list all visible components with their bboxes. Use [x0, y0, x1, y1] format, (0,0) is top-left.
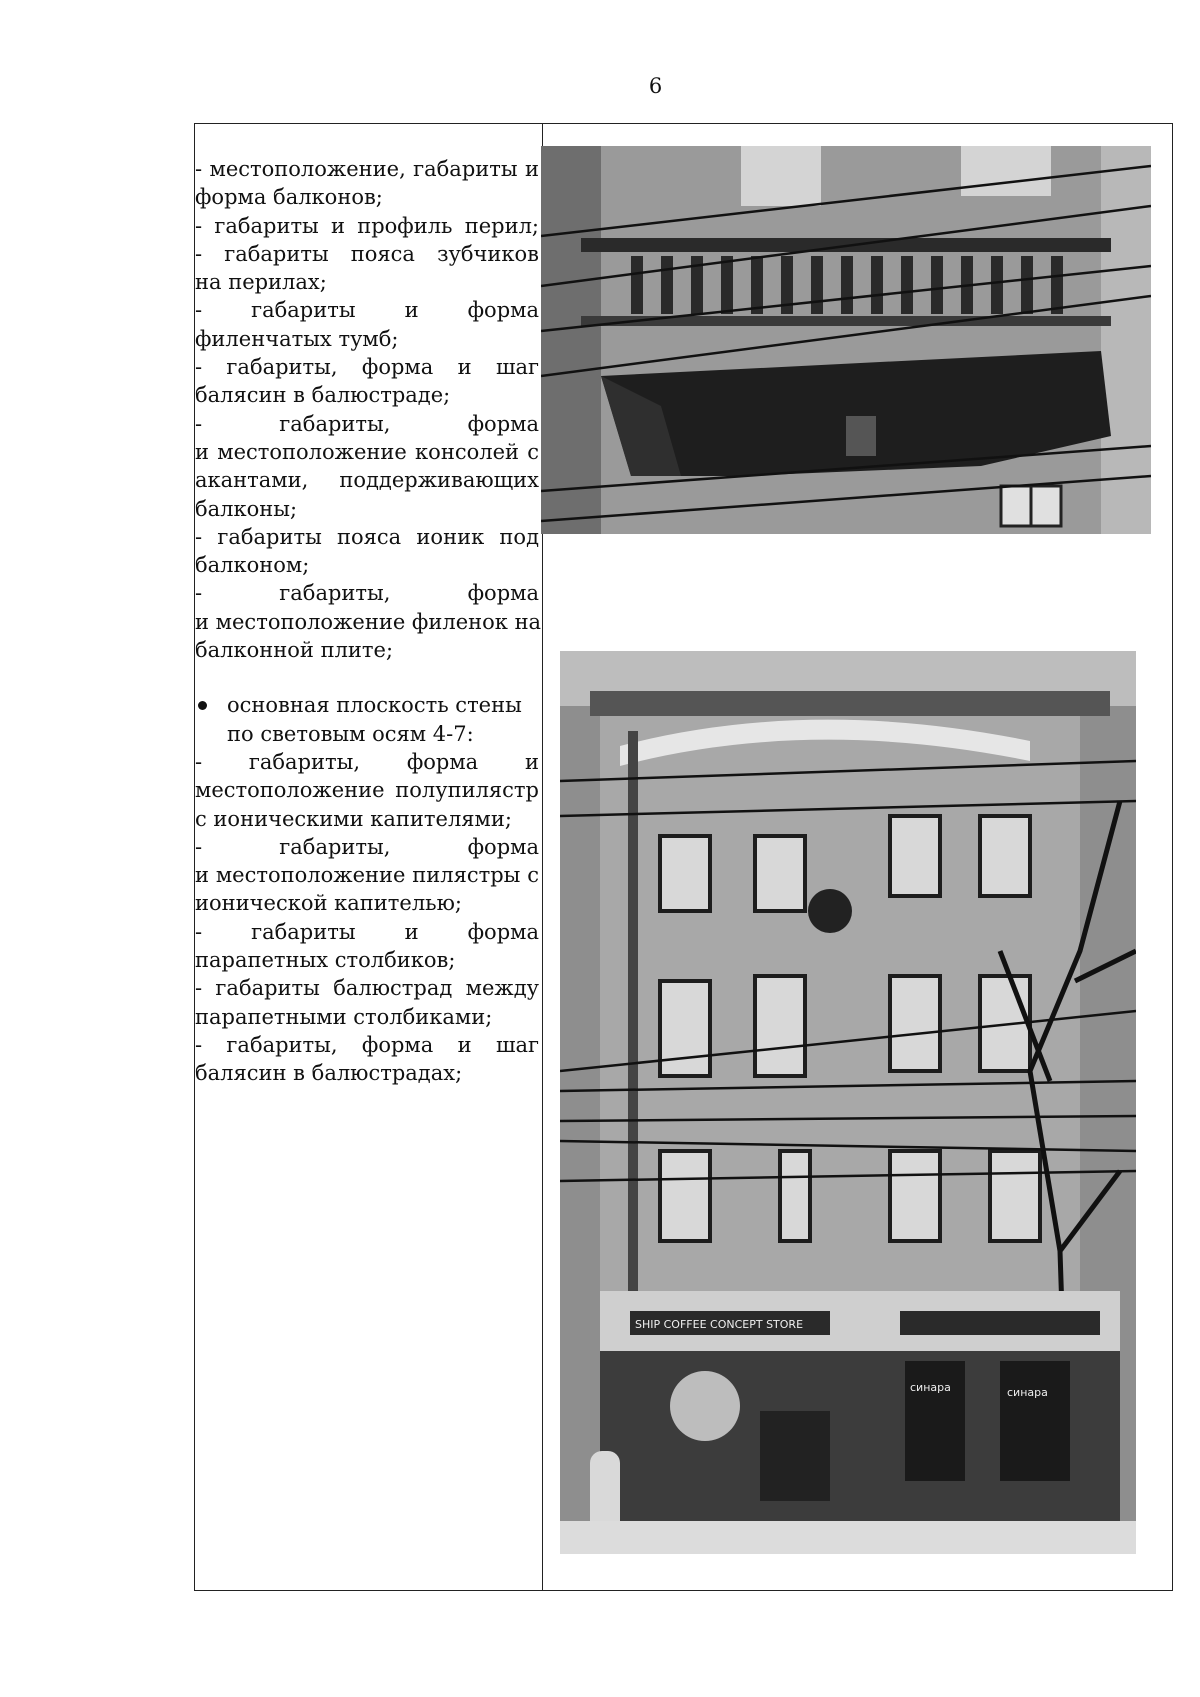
text-line: - габариты и форма — [195, 298, 539, 323]
text-block-balcony — [195, 155, 542, 664]
balcony-photo — [541, 146, 1151, 534]
text-line: на перилах; — [195, 270, 327, 295]
text-line: с ионическими капителями; — [195, 806, 512, 831]
text-line: и местоположение филенок на — [195, 609, 542, 634]
text-line: - габариты, форма и — [195, 749, 539, 774]
bullet-text: основная плоскость стены — [227, 693, 522, 718]
text-line: акантами, поддерживающих — [195, 468, 539, 493]
text-line: балконом; — [195, 553, 310, 578]
text-line: - габариты, форма — [195, 411, 539, 436]
text-line: балконной плите; — [195, 638, 394, 663]
text-line: балясин в балюстрадах; — [195, 1061, 463, 1086]
text-column — [195, 124, 542, 1590]
text-line: парапетными столбиками; — [195, 1004, 493, 1029]
text-line: - местоположение, габариты и — [195, 157, 539, 181]
text-line: форма балконов; — [195, 185, 383, 210]
text-line: ионической капителью; — [195, 891, 462, 916]
facade-photo — [560, 651, 1136, 1554]
text-line: балясин в балюстраде; — [195, 383, 451, 408]
text-line: - габариты и форма — [195, 919, 539, 944]
bullet-wall-plane — [195, 691, 539, 748]
text-line: - габариты пояса ионик под — [195, 524, 539, 549]
text-line: и местоположение консолей с — [195, 439, 539, 464]
text-line: балконы; — [195, 496, 298, 521]
shop-sign-left: SHIP COFFEE CONCEPT STORE — [635, 1318, 804, 1331]
bullet-dot-icon — [198, 701, 207, 710]
facade-photo-icon — [560, 651, 1136, 1554]
bullet-text-cont: по световым осям 4-7: — [227, 721, 474, 746]
text-line: - габариты и профиль перил; — [195, 213, 539, 238]
text-block-wall — [195, 748, 539, 1088]
bullet-item — [195, 691, 539, 719]
text-line: парапетных столбиков; — [195, 948, 456, 973]
text-line: - габариты пояса зубчиков — [195, 241, 539, 266]
text-line: - габариты, форма — [195, 581, 539, 606]
shop-sign-right-2: синара — [1007, 1386, 1048, 1399]
text-line: филенчатых тумб; — [195, 326, 399, 351]
text-line: - габариты, форма и шаг — [195, 355, 539, 380]
text-line: местоположение полупилястр — [195, 778, 539, 803]
text-line: - габариты, форма и шаг — [195, 1032, 539, 1057]
balcony-photo-icon — [541, 146, 1151, 534]
text-line: - габариты балюстрад между — [195, 976, 539, 1001]
page-number: 6 — [648, 74, 663, 98]
text-line: - габариты, форма — [195, 834, 539, 859]
shop-sign-right: синара — [910, 1381, 951, 1394]
text-line: и местоположение пилястры с — [195, 863, 539, 888]
